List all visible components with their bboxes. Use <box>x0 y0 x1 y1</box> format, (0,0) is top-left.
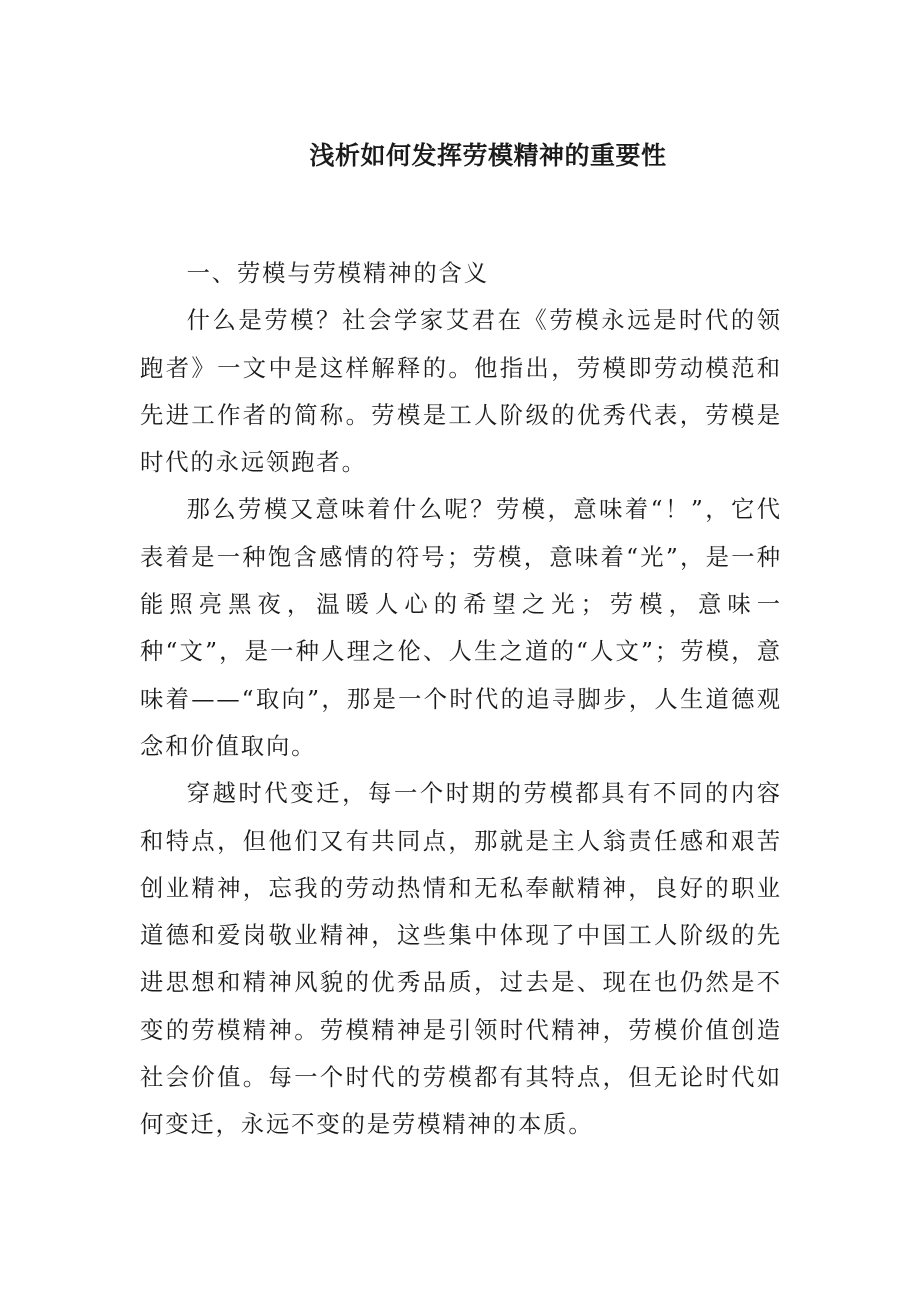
paragraph-3: 穿越时代变迁，每一个时期的劳模都具有不同的内容和特点，但他们又有共同点，那就是主人翁责任感和艰苦创业精神，忘我的劳动热情和无私奉献精神，良好的职业道德和爱岗敬业精神，这些集中体现了中国工人阶级的先进思想和精神风貌的优秀品质，过去是、现在也仍然是不变的劳模精神。劳模精神是引领时代精神，劳模价值创造社会价值。每一个时代的劳模都有其特点，但无论时代如何变迁，永远不变的是劳模精神的本质。 <box>140 780 782 1139</box>
section-heading: 一、劳模与劳模精神的含义 <box>186 260 489 287</box>
document-body <box>140 250 782 1149</box>
paragraph-1: 什么是劳模？社会学家艾君在《劳模永远是时代的领跑者》一文中是这样解释的。他指出，劳模即劳动模范和先进工作者的简称。劳模是工人阶级的优秀代表，劳模是时代的永远领跑者。 <box>140 307 782 477</box>
paragraph-2: 那么劳模又意味着什么呢？劳模，意味着“！”，它代表着是一种饱含感情的符号；劳模，意味着“光”，是一种能照亮黑夜，温暖人心的希望之光；劳模，意味一种“文”，是一种人理之伦、人生之道的“人文”；劳模，意味着——“取向”，那是一个时代的追寻脚步，人生道德观念和价值取向。 <box>140 496 782 760</box>
document-title: 浅析如何发挥劳模精神的重要性 <box>309 141 667 170</box>
